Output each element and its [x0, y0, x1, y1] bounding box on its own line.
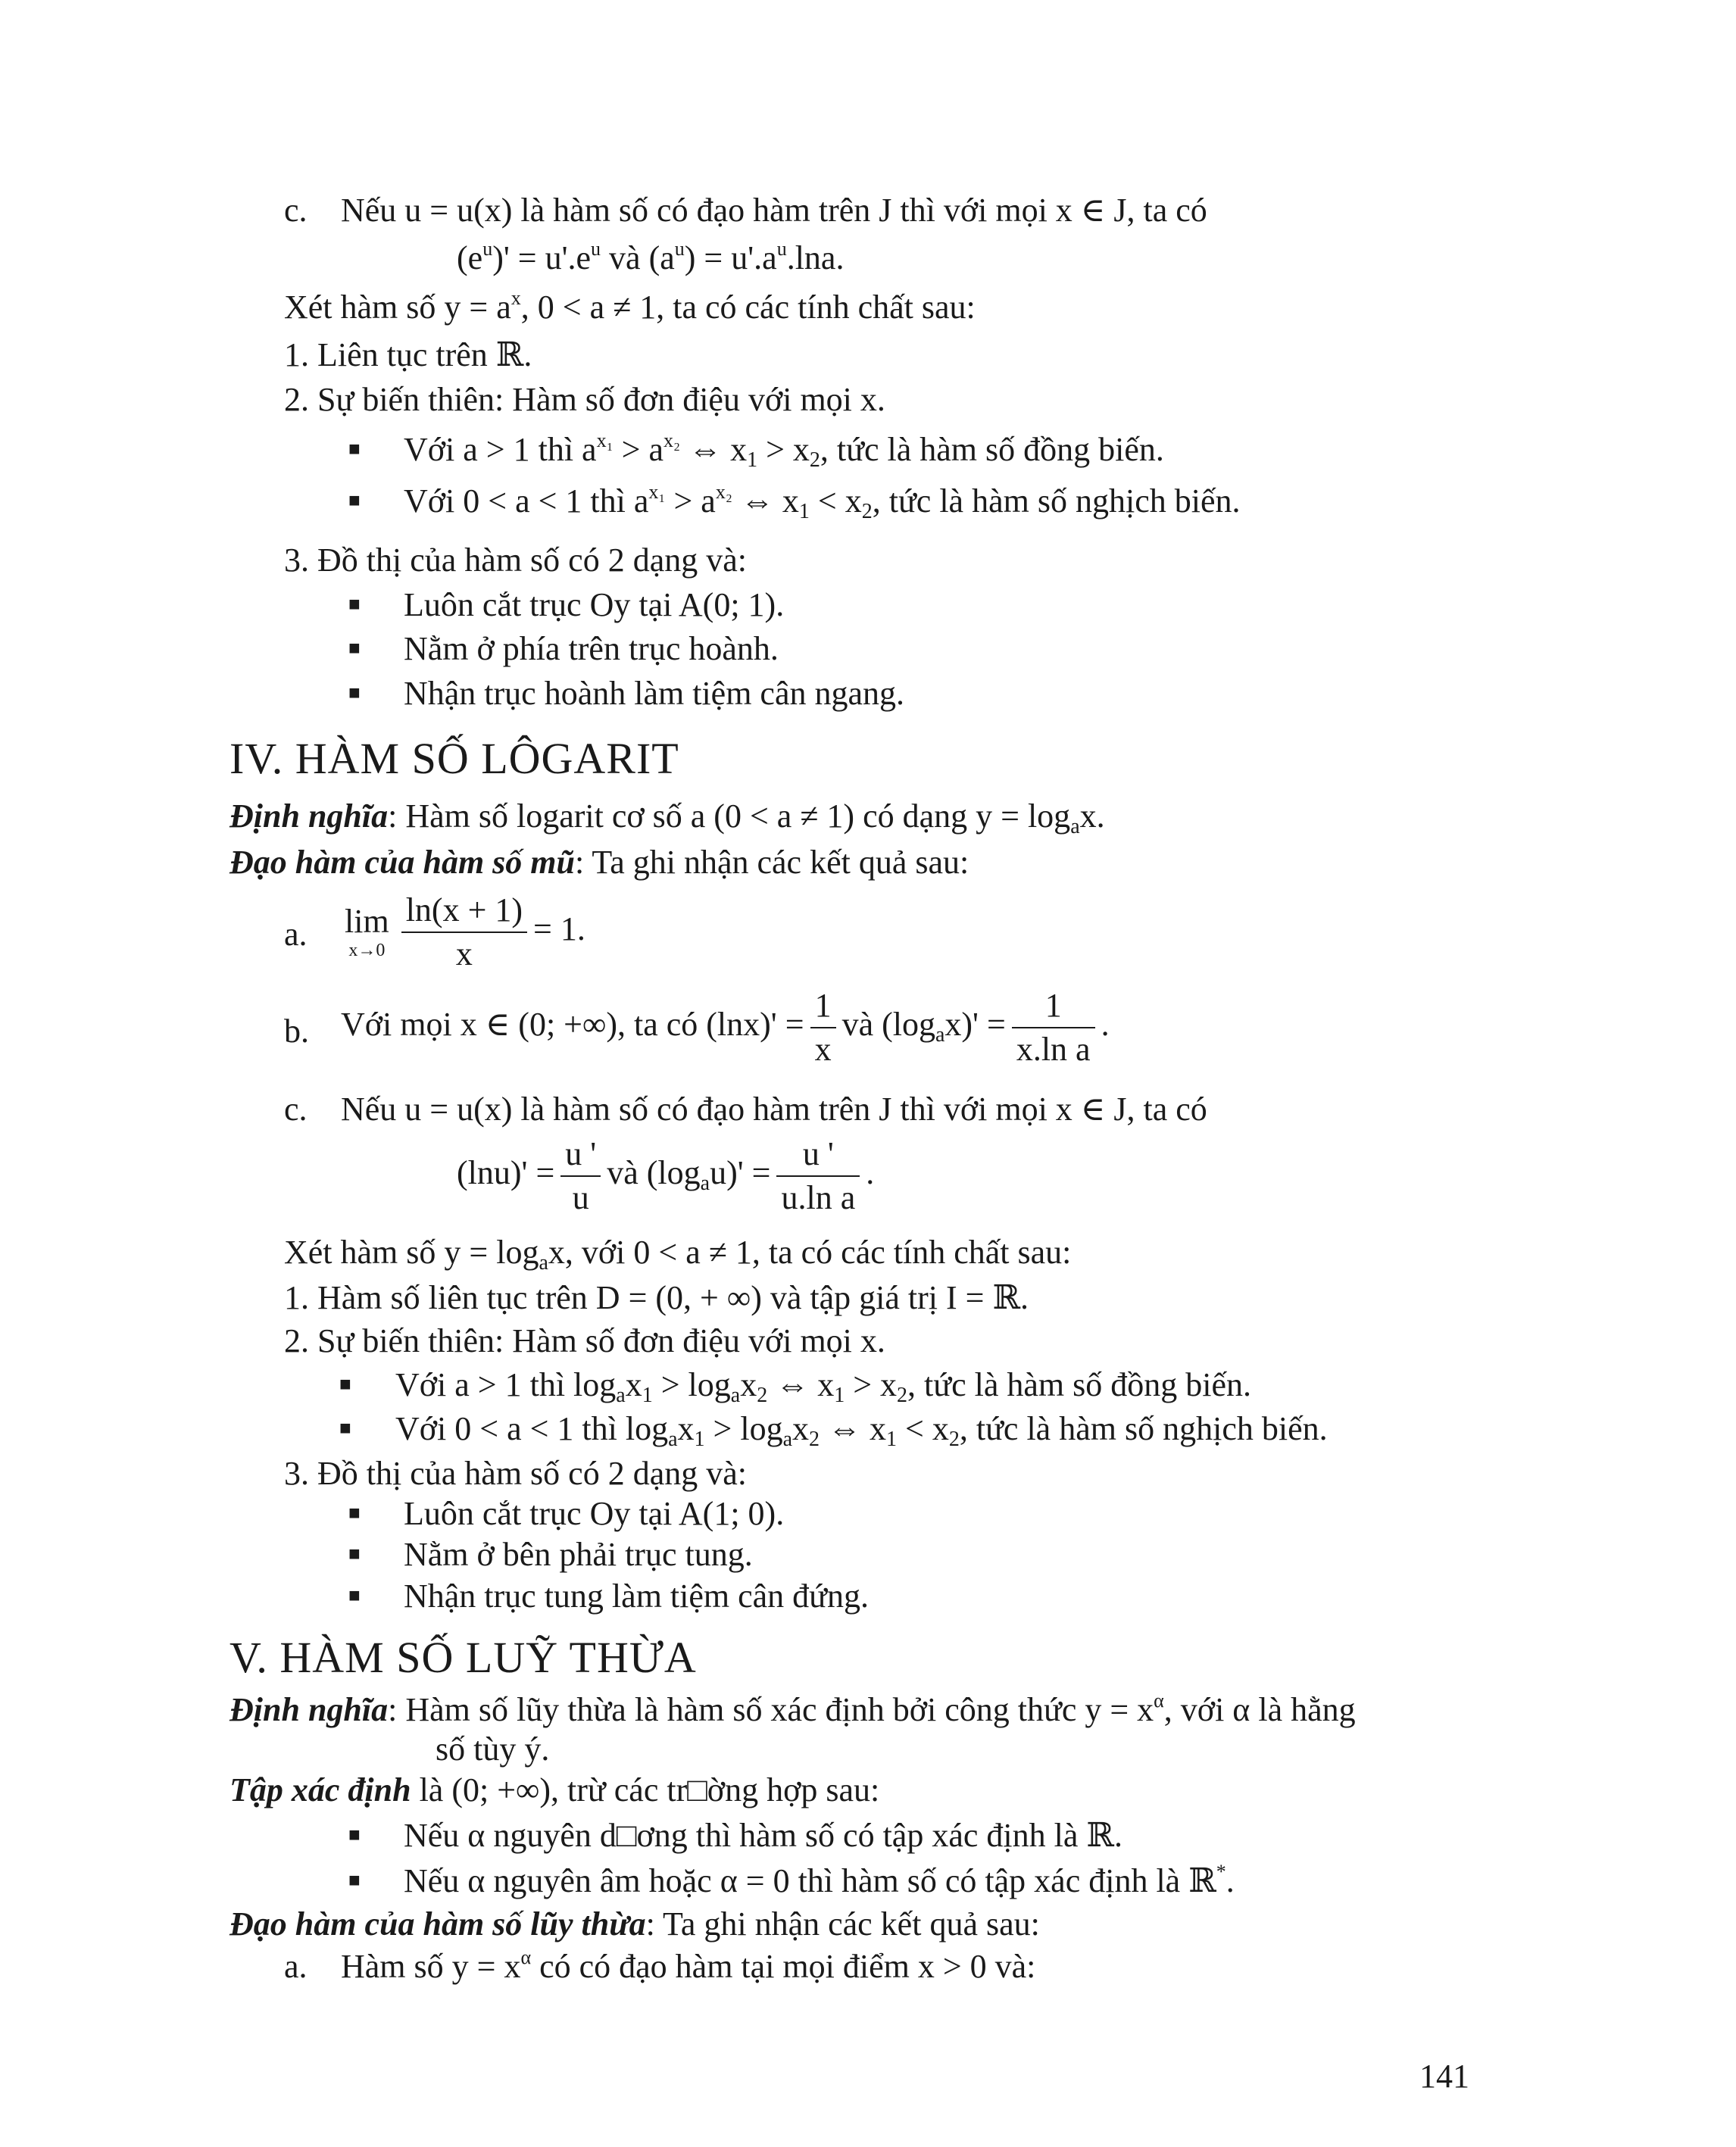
bullet-icon: ■	[348, 1584, 361, 1606]
log-definition: Định nghĩa: Hàm số logarit cơ số a (0 < a ≠ 1) có dạng $y = \log_ax$.	[229, 797, 1105, 838]
bullet-icon: ■	[339, 1373, 351, 1395]
power-definition-cont: số tùy ý.	[436, 1730, 550, 1768]
exp-increasing-bullet: Với a > 1 thì $a^{x_1} > a^{x_2}$ ⇔ $x_1 > x_2$, tức là hàm số đồng biến.	[404, 429, 1164, 472]
power-a-text: Hàm số $y = x^\alpha$ có có đạo hàm tại mọi điểm x > 0 và:	[341, 1946, 1036, 1985]
power-domain-case-1: Nếu α nguyên d□ơng thì hàm số có tập xác định là ℝ.	[404, 1817, 1122, 1854]
bullet-icon: ■	[348, 438, 361, 460]
log-a-label: a.	[284, 916, 308, 953]
log-limit-formula: lim x→0 $\frac{\ln(x + 1)}{x}$ = 1.	[345, 891, 585, 972]
log-graph-2: Nằm ở bên phải trục tung.	[404, 1536, 753, 1573]
log-derivative-intro: Đạo hàm của hàm số mũ: Ta ghi nhận các kết quả sau:	[229, 844, 969, 881]
bullet-icon: ■	[348, 593, 361, 615]
exp-prop-2: 2. Sự biến thiên: Hàm số đơn điệu với mọi x.	[284, 381, 885, 418]
exp-c-label: c.	[284, 192, 308, 229]
exp-c-text: Nếu u = u(x) là hàm số có đạo hàm trên J thì với mọi x ∈ J, ta có	[341, 192, 1207, 229]
power-derivative-intro: Đạo hàm của hàm số lũy thừa: Ta ghi nhận các kết quả sau:	[229, 1905, 1040, 1943]
fraction-one-over-xlna: $\frac{1}{\text{x.ln a}}$	[1012, 989, 1095, 1066]
log-prop-2: 2. Sự biến thiên: Hàm số đơn điệu với mọi x.	[284, 1322, 885, 1359]
limit-fraction: $\frac{\ln(x + 1)}{x}$	[401, 894, 527, 971]
bullet-icon: ■	[339, 1417, 351, 1439]
power-domain: Tập xác định là (0; +∞), trừ các tr□ờng hợp sau:	[229, 1771, 880, 1808]
section-heading-logarithm: IV. HÀM SỐ LÔGARIT	[229, 734, 679, 783]
bullet-icon: ■	[348, 1869, 361, 1891]
section-heading-power: V. HÀM SỐ LUỸ THỪA	[229, 1633, 697, 1682]
fraction-du-over-u: $\frac{u '}{u}$	[560, 1137, 601, 1215]
exp-derivative-formula: $(e^u)' = u'.e^u$ và $(a^u) = u'.a^u.\ln a$.	[457, 238, 845, 276]
exp-decreasing-bullet: Với 0 < a < 1 thì $a^{x_1} > a^{x_2}$ ⇔ $x_1 < x_2$, tức là hàm số nghịch biến.	[404, 481, 1241, 523]
log-prop-3: 3. Đồ thị của hàm số có 2 dạng và:	[284, 1455, 747, 1492]
log-increasing-bullet: Với a > 1 thì $\log_ax_1 > \log_ax_2$ ⇔ $x_1 > x_2$, tức là hàm số đồng biến.	[395, 1366, 1252, 1407]
log-b-formula: Với mọi x ∈ (0; +∞), ta có (lnx)' = $\frac{1}{x}$ và $(\log_ax)'$ = $\frac{1}{\text{x.ln a}}$ .	[341, 987, 1110, 1068]
bullet-icon: ■	[348, 1502, 361, 1524]
bullet-icon: ■	[348, 489, 361, 511]
log-c-label: c.	[284, 1091, 308, 1128]
fraction-one-over-x: $\frac{1}{x}$	[810, 989, 836, 1066]
exp-graph-1: Luôn cắt trục Oy tại A(0; 1).	[404, 586, 785, 623]
exp-prop-1: 1. Liên tục trên ℝ.	[284, 336, 532, 373]
exp-prop-3: 3. Đồ thị của hàm số có 2 dạng và:	[284, 541, 747, 579]
fraction-du-over-ulna: $\frac{u '}{\text{u.ln a}}$	[776, 1137, 860, 1215]
limit-operator: lim x→0	[345, 903, 389, 960]
bullet-icon: ■	[348, 682, 361, 704]
bullet-icon: ■	[348, 1824, 361, 1846]
log-c-text: Nếu u = u(x) là hàm số có đạo hàm trên J thì với mọi x ∈ J, ta có	[341, 1091, 1207, 1128]
log-graph-3: Nhận trục tung làm tiệm cân đứng.	[404, 1577, 870, 1615]
log-prop-1: 1. Hàm số liên tục trên D = (0, + ∞) và tập giá trị I = ℝ.	[284, 1279, 1029, 1316]
power-a-label: a.	[284, 1948, 308, 1985]
log-c-formula: (lnu)' = $\frac{u '}{u}$ và $(\log_au)'$ = $\frac{u '}{\text{u.ln a}}$ .	[457, 1135, 875, 1216]
log-props-intro: Xét hàm số $y = \log_ax$, với 0 < a ≠ 1, ta có các tính chất sau:	[284, 1234, 1072, 1275]
bullet-icon: ■	[348, 1543, 361, 1565]
log-b-label: b.	[284, 1013, 309, 1050]
page-number: 141	[1419, 2058, 1469, 2095]
exp-props-intro: Xét hàm số $y = a^x$, 0 < a ≠ 1, ta có các tính chất sau:	[284, 287, 976, 326]
bullet-icon: ■	[348, 637, 361, 659]
log-graph-1: Luôn cắt trục Oy tại A(1; 0).	[404, 1495, 785, 1532]
exp-graph-2: Nằm ở phía trên trục hoành.	[404, 630, 779, 667]
log-decreasing-bullet: Với 0 < a < 1 thì $\log_ax_1 > \log_ax_2$ ⇔ $x_1 < x_2$, tức là hàm số nghịch biến.	[395, 1410, 1328, 1451]
power-definition: Định nghĩa: Hàm số lũy thừa là hàm số xác định bởi công thức $y = x^\alpha$, với α là hằng	[229, 1690, 1356, 1728]
power-domain-case-2: Nếu α nguyên âm hoặc α = 0 thì hàm số có tập xác định là ℝ*.	[404, 1861, 1235, 1899]
exp-graph-3: Nhận trục hoành làm tiệm cân ngang.	[404, 675, 905, 712]
